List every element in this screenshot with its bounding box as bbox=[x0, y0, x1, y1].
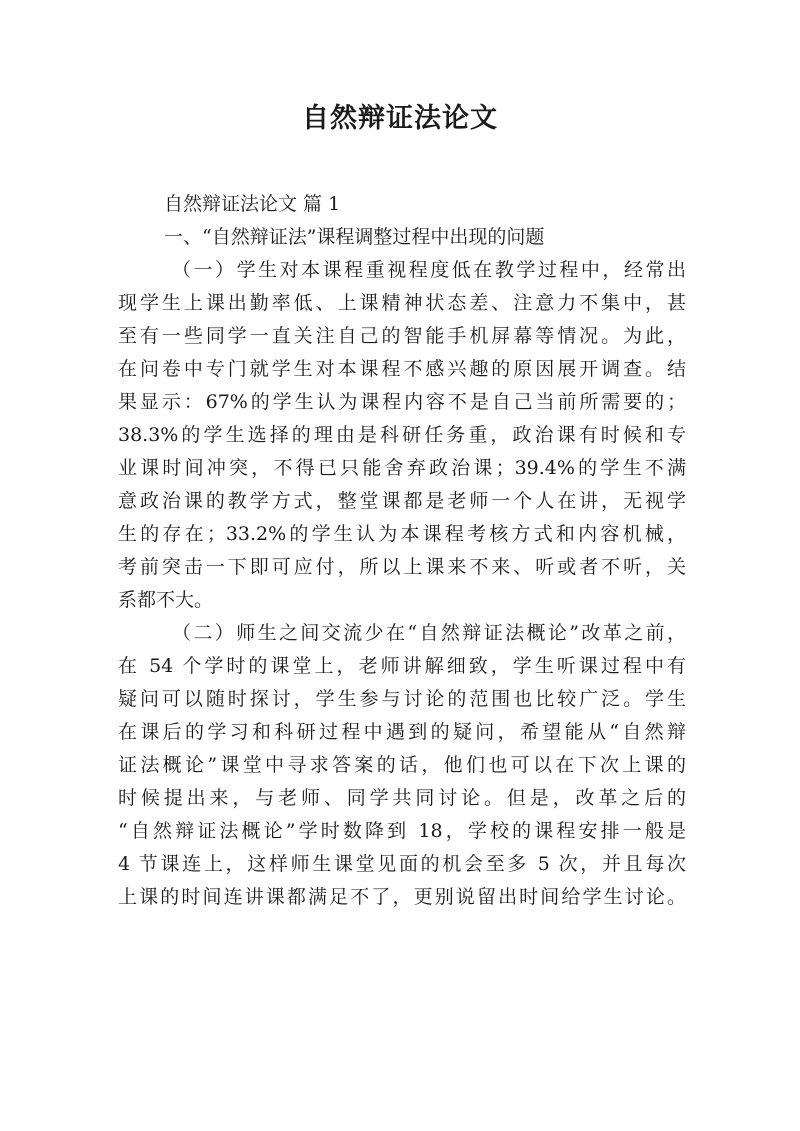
paragraph-line: 证法概论”课堂中寻求答案的话，他们也可以在下次上课的 bbox=[118, 754, 686, 776]
paragraph-line: 系都不大。 bbox=[118, 589, 214, 611]
section-heading: 自然辩证法论文 篇 1 bbox=[164, 193, 341, 215]
paragraph-line: 时候提出来，与老师、同学共同讨论。但是，改革之后的 bbox=[118, 787, 686, 809]
paragraph-line: 上课的时间连讲课都满足不了，更别说留出时间给学生讨论。 bbox=[118, 886, 686, 908]
paragraph-line: “自然辩证法概论”学时数降到 18，学校的课程安排一般是 bbox=[118, 820, 686, 842]
paragraph-line: 果显示：67%的学生认为课程内容不是自己当前所需要的； bbox=[118, 391, 686, 413]
paragraph-line: 疑问可以随时探讨，学生参与讨论的范围也比较广泛。学生 bbox=[118, 688, 686, 710]
paragraph-line: 考前突击一下即可应付，所以上课来不来、听或者不听，关 bbox=[118, 556, 686, 578]
paragraph-line: 在 54 个学时的课堂上，老师讲解细致，学生听课过程中有 bbox=[118, 655, 686, 677]
paragraph-line: （二）师生之间交流少在“自然辩证法概论”改革之前， bbox=[172, 622, 686, 644]
paragraph-line: 业课时间冲突，不得已只能舍弃政治课；39.4%的学生不满 bbox=[118, 457, 686, 479]
paragraph-line: 现学生上课出勤率低、上课精神状态差、注意力不集中，甚 bbox=[118, 292, 686, 314]
paragraph-line: 生的存在；33.2%的学生认为本课程考核方式和内容机械， bbox=[118, 523, 686, 545]
paragraph-line: 在课后的学习和科研过程中遇到的疑问，希望能从“自然辩 bbox=[118, 721, 686, 743]
paragraph-line: 38.3%的学生选择的理由是科研任务重，政治课有时候和专 bbox=[118, 424, 686, 446]
document-title: 自然辩证法论文 bbox=[302, 103, 498, 134]
subsection-heading: 一、“自然辩证法”课程调整过程中出现的问题 bbox=[164, 226, 545, 248]
paragraph-line: （一）学生对本课程重视程度低在教学过程中，经常出 bbox=[172, 259, 686, 281]
document-body bbox=[118, 188, 686, 914]
paragraph-line: 在问卷中专门就学生对本课程不感兴趣的原因展开调查。结 bbox=[118, 358, 686, 380]
paragraph-line: 4 节课连上，这样师生课堂见面的机会至多 5 次，并且每次 bbox=[118, 853, 686, 875]
paragraph-line: 至有一些同学一直关注自己的智能手机屏幕等情况。为此， bbox=[118, 325, 686, 347]
paragraph-line: 意政治课的教学方式，整堂课都是老师一个人在讲，无视学 bbox=[118, 490, 686, 512]
